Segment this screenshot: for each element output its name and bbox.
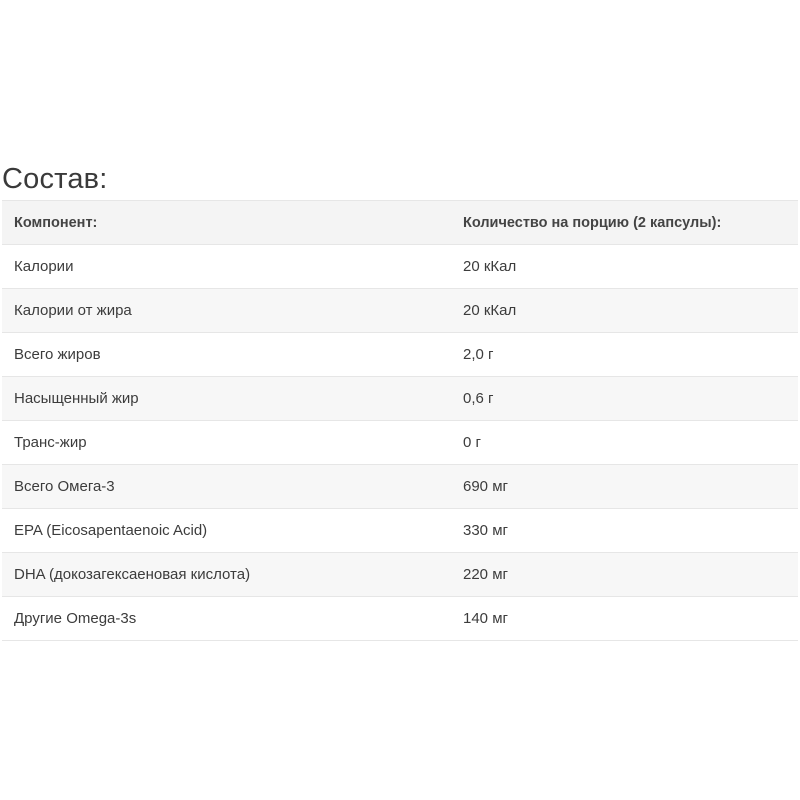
component-name: Калории [2, 245, 451, 289]
component-name: DHA (докозагексаеновая кислота) [2, 553, 451, 597]
table-row [2, 553, 798, 597]
table-row [2, 421, 798, 465]
component-amount: 140 мг [451, 597, 798, 641]
component-amount: 0 г [451, 421, 798, 465]
table-row [2, 597, 798, 641]
component-amount: 690 мг [451, 465, 798, 509]
table-row [2, 289, 798, 333]
component-name: Транс-жир [2, 421, 451, 465]
component-amount: 20 кКал [451, 289, 798, 333]
component-name: Насыщенный жир [2, 377, 451, 421]
header-component: Компонент: [2, 201, 451, 245]
component-amount: 330 мг [451, 509, 798, 553]
table-row [2, 333, 798, 377]
component-name: Калории от жира [2, 289, 451, 333]
composition-table [2, 200, 798, 641]
header-amount-per-serving: Количество на порцию (2 капсулы): [451, 201, 798, 245]
component-amount: 220 мг [451, 553, 798, 597]
table-row [2, 509, 798, 553]
component-amount: 0,6 г [451, 377, 798, 421]
component-name: EPA (Eicosapentaenoic Acid) [2, 509, 451, 553]
component-amount: 20 кКал [451, 245, 798, 289]
table-row [2, 377, 798, 421]
component-amount: 2,0 г [451, 333, 798, 377]
component-name: Другие Omega-3s [2, 597, 451, 641]
table-row [2, 465, 798, 509]
table-row [2, 245, 798, 289]
component-name: Всего жиров [2, 333, 451, 377]
composition-section [2, 158, 798, 641]
table-header-row [2, 201, 798, 245]
section-title: Состав: [2, 163, 108, 195]
component-name: Всего Омега-3 [2, 465, 451, 509]
